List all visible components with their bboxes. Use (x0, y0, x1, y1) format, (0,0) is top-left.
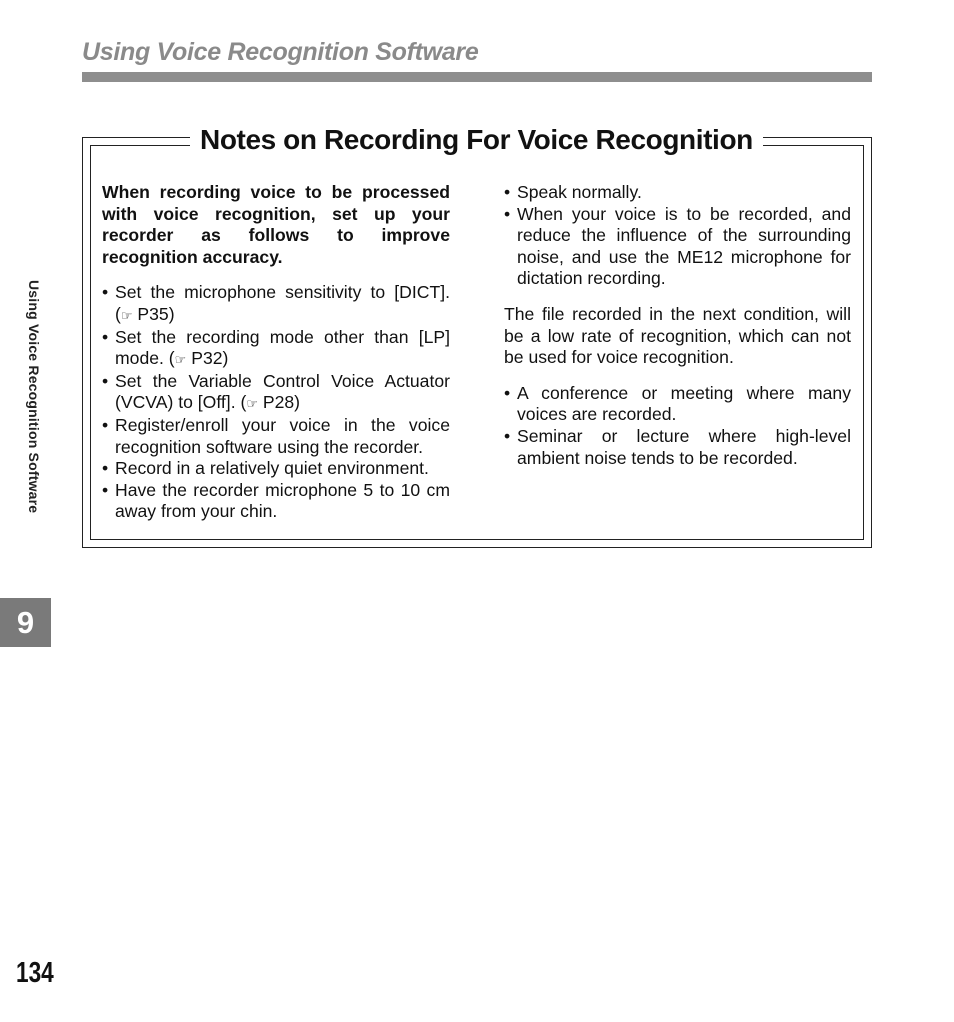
list-item: • Register/enroll your voice in the voice recognition software using the recorder. (102, 415, 450, 458)
chapter-number: 9 (16, 604, 35, 640)
condition-list (504, 383, 851, 469)
side-section-label: Using Voice Recognition Software (26, 280, 42, 514)
notes-left-column (102, 182, 450, 537)
page-reference: P35) (137, 303, 175, 324)
list-item: • A conference or meeting where many voices are recorded. (504, 383, 851, 426)
reference-icon: ☞ (246, 396, 258, 412)
list-item: • Set the microphone sensitivity to [DICT]. (☞ P35) (102, 282, 450, 326)
condition-paragraph: The file recorded in the next condition, will be a low rate of recognition, which can not be used for voice recognition. (504, 303, 851, 368)
notes-intro: When recording voice to be processed with voice recognition, set up your recorder as follows to improve recognition accuracy. (102, 182, 450, 267)
notes-title: Notes on Recording For Voice Recognition (190, 124, 763, 156)
list-item: • When your voice is to be recorded, and reduce the influence of the surrounding noise, and use the ME12 microphone for dictation recording. (504, 204, 851, 290)
list-item: • Set the Variable Control Voice Actuator (VCVA) to [Off]. (☞ P28) (102, 371, 450, 415)
header-rule (82, 72, 872, 82)
list-item: • Have the recorder microphone 5 to 10 cm away from your chin. (102, 480, 450, 523)
speaking-list (504, 182, 851, 290)
page-number: 134 (16, 957, 54, 989)
list-item: • Speak normally. (504, 182, 851, 204)
reference-icon: ☞ (174, 352, 187, 368)
list-item: • Set the recording mode other than [LP] mode. (☞ P32) (102, 327, 450, 371)
page-reference: P32) (191, 348, 229, 369)
list-item: • Record in a relatively quiet environment. (102, 458, 450, 480)
notes-right-column (504, 182, 851, 483)
list-item: • Seminar or lecture where high-level ambient noise tends to be recorded. (504, 426, 851, 469)
page-reference: P28) (262, 392, 301, 413)
chapter-tab (0, 598, 51, 647)
setup-list (102, 282, 450, 523)
reference-icon: ☞ (120, 307, 133, 323)
section-header-title: Using Voice Recognition Software (82, 38, 479, 66)
